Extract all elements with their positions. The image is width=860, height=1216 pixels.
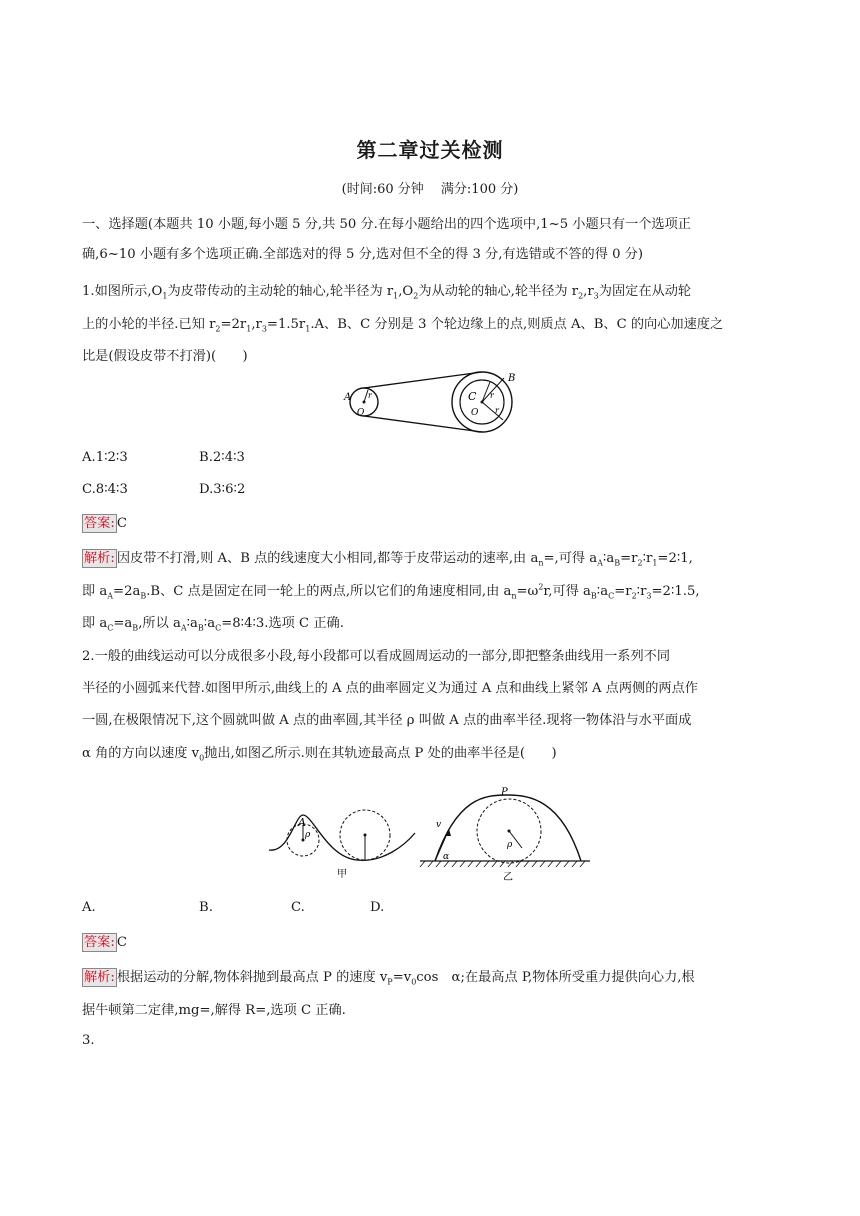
curve-label-alpha: α	[443, 852, 450, 862]
belt-label-c: C	[468, 390, 477, 403]
analysis-label: 解析:	[84, 551, 115, 566]
belt-label-o2: O	[471, 408, 479, 418]
belt-label-r3: r	[490, 391, 494, 400]
belt-pulley-figure	[340, 368, 530, 438]
q1-option-d: D.3∶6∶2	[199, 482, 246, 497]
q2-option-a: A.	[82, 900, 96, 915]
curvature-figure	[265, 785, 595, 885]
section-header-line-1: 一、选择题(本题共 10 小题,每小题 5 分,共 50 分.在每小题给出的四个选项中,1~5 小题只有一个选项正	[82, 217, 691, 232]
page-title: 第二章过关检测	[356, 138, 504, 162]
curve-label-yi: 乙	[503, 872, 513, 883]
q2-stem-line-4: α 角的方向以速度 $v_0$抛出,如图乙所示.则在其轨迹最高点 P 处的曲率半径是( )	[82, 746, 557, 763]
belt-label-a: A	[344, 392, 352, 403]
q1-analysis-line-3: 即 $a_C=a_B$,所以 $a_A∶a_B∶a_C=8∶4∶3$.选项 C 正确.	[82, 616, 344, 633]
q2-analysis-line-1: 解析: 根据运动的分解,物体斜抛到最高点 P 的速度 $v_P=v_0\cos$ α;在最高点 P,物体所受重力提供向心力,根	[84, 970, 695, 987]
curve-label-jia: 甲	[337, 869, 347, 880]
q1-option-a: A.1∶2∶3	[82, 450, 128, 465]
q2-option-c: C.	[291, 900, 305, 915]
q1-analysis-line-1: 解析: 因皮带不打滑,则 A、B 点的线速度大小相同,都等于皮带运动的速率,由 $a_n=$,可得 $a_A∶a_B=r_2∶r_1=2∶1$,	[84, 551, 693, 568]
q2-option-b: B.	[199, 900, 213, 915]
q2-stem-line-1: 2.一般的曲线运动可以分成很多小段,每小段都可以看成圆周运动的一部分,即把整条曲线用一系列不同	[82, 649, 671, 664]
q2-stem-line-2: 半径的小圆弧来代替.如图甲所示,曲线上的 A 点的曲率圆定义为通过 A 点和曲线上紧邻 A 点两侧的两点作	[82, 681, 698, 696]
q2-stem-line-3: 一圆,在极限情况下,这个圆就叫做 A 点的曲率圆,其半径 ρ 叫做 A 点的曲率半径.现将一物体沿与水平面成	[82, 713, 692, 728]
q1-analysis-line-2: 即 $a_A=2a_B.B$、C 点是固定在同一轮上的两点,所以它们的角速度相同,由 $a_n=\omega^2r$,可得 $a_B∶a_C=r_2∶r_3=2∶1.5$,	[82, 582, 700, 601]
curve-label-v0: v	[436, 820, 442, 830]
belt-label-r2: r	[495, 406, 499, 415]
q3-number: 3.	[82, 1033, 95, 1048]
analysis-label: 解析:	[84, 970, 115, 985]
q1-option-c: C.8∶4∶3	[82, 482, 128, 497]
curve-label-a: A	[298, 816, 306, 829]
curve-label-p: P	[501, 787, 508, 798]
belt-label-o1: O	[357, 408, 365, 418]
q1-stem-line-3: 比是(假设皮带不打滑)( )	[82, 349, 248, 364]
section-header-line-2: 确,6~10 小题有多个选项正确.全部选对的得 5 分,选对但不全的得 3 分,有选错或不答的得 0 分)	[82, 247, 644, 262]
q1-stem-line-1: 1.如图所示$,O_1$为皮带传动的主动轮的轴心,轮半径为 $r_1,O_2$为从动轮的轴心,轮半径为 $r_2,r_3$为固定在从动轮	[82, 284, 692, 301]
q2-option-d: D.	[370, 900, 385, 915]
answer-label: 答案:	[84, 516, 115, 531]
q1-stem-line-2: 上的小轮的半径.已知 $r_2=2r_1,r_3=1.5r_1.A$、B、C 分别是 3 个轮边缘上的点,则质点 A、B、C 的向心加速度之	[82, 317, 724, 334]
belt-label-b: B	[508, 373, 516, 384]
belt-label-r1: r	[368, 391, 372, 400]
q1-option-b: B.2∶4∶3	[199, 450, 245, 465]
exam-info: (时间:60 分钟 满分:100 分)	[341, 182, 519, 197]
q2-analysis-line-2: 据牛顿第二定律,mg=,解得 R=,选项 C 正确.	[82, 1003, 346, 1018]
curve-label-rho-1: ρ	[305, 830, 311, 840]
q2-answer: 答案: C	[84, 935, 127, 950]
curve-label-rho-2: ρ	[507, 840, 513, 850]
answer-label: 答案:	[84, 935, 115, 950]
q1-answer: 答案: C	[84, 516, 127, 531]
